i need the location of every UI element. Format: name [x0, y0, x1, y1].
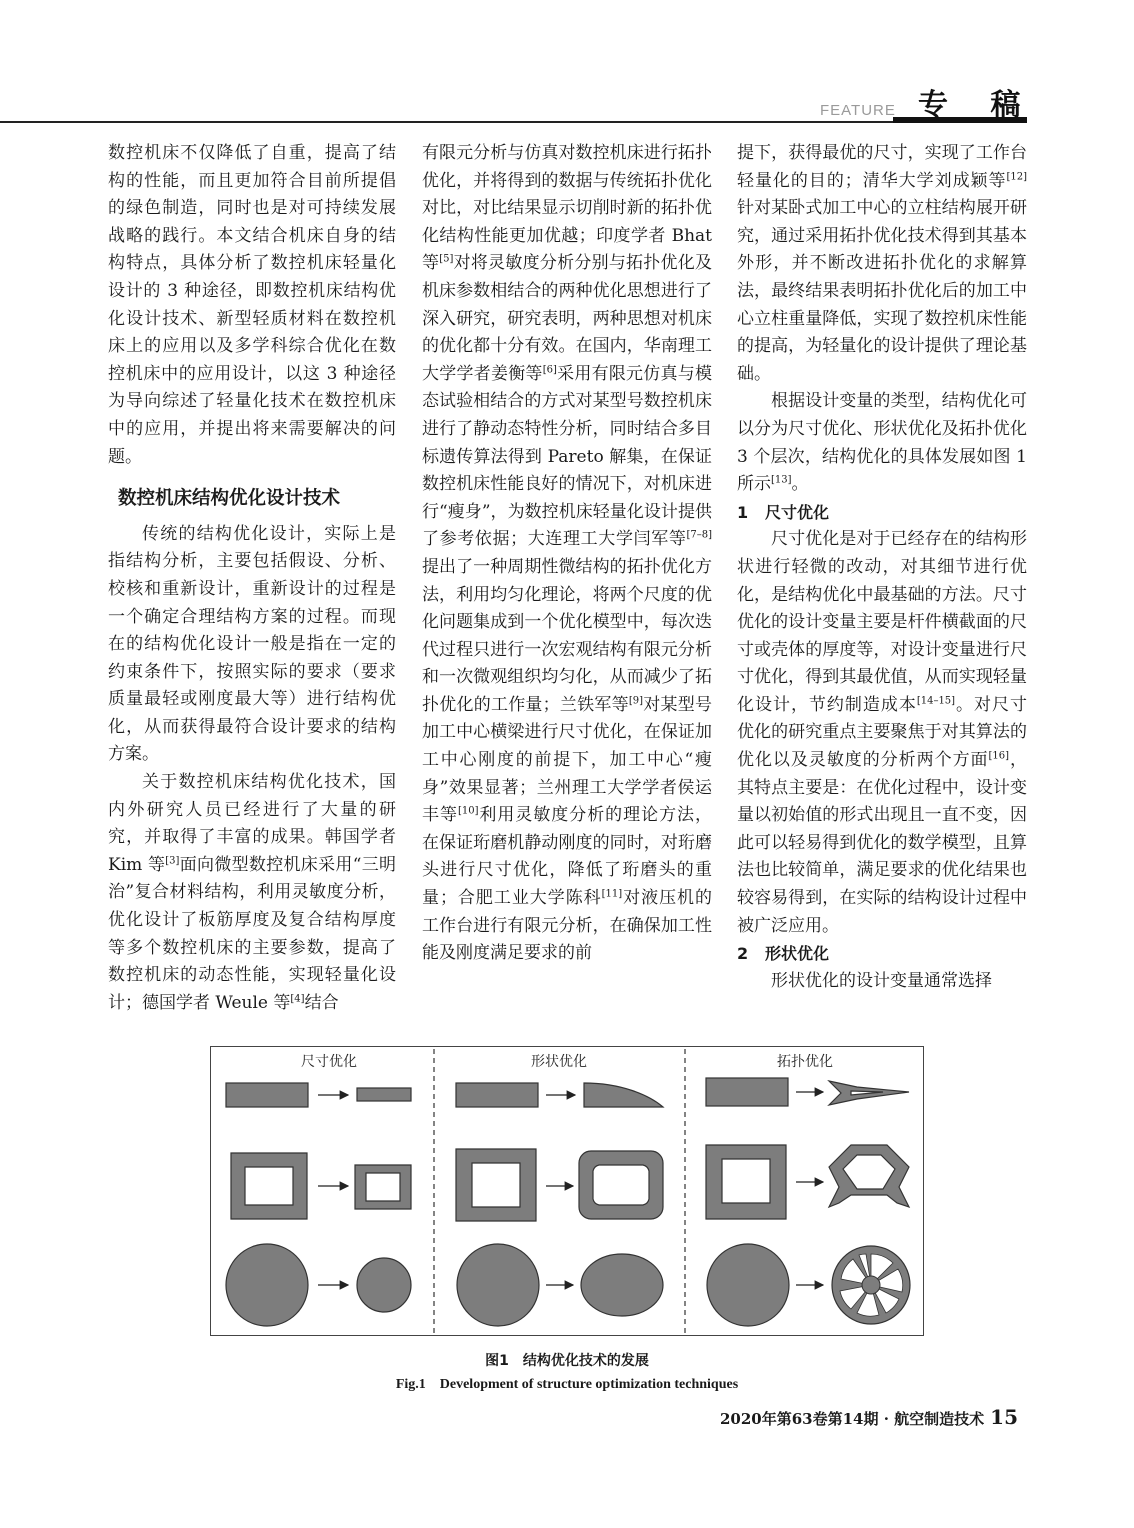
citation[interactable]: [9] — [628, 695, 644, 707]
citation[interactable]: [11] — [601, 888, 623, 900]
text-run: 尺寸优化是对于已经存在的结构形状进行轻微的改动，对其细节进行优化，是结构优化中最基础的方法。尺寸优化的设计变量主要是杆件横截面的尺寸或壳体的厚度等，对设计变量进行尺寸优化，得到其最优值，从而实现轻量化设计，节约制造成本 — [737, 529, 1027, 715]
citation[interactable]: [12] — [1006, 170, 1027, 182]
beam-original-shape — [226, 1083, 308, 1107]
figure-caption-zh: 图1 结构优化技术的发展 — [485, 1353, 649, 1369]
citation[interactable]: [7–8] — [686, 529, 712, 541]
paragraph: 数控机床不仅降低了自重，提高了结构的性能，而且更加符合目前所提倡的绿色制造，同时也是对可持续发展战略的践行。本文结合机床自身的结构特点，具体分析了数控机床轻量化设计的 3 种途径，即数控机床结构优化设计技术、新型轻质材料在数控机床上的应用以及多学科综合优化在数控机床中的应用设计，以这 3 种途径为导向综述了轻量化技术在数控机床中的应用，并提出将来需要解决的问题。 — [108, 143, 396, 467]
text-run: 利用灵敏度分析的理论方法，在保证珩磨机静动刚度的同时，对珩磨头进行尺寸优化，降低了珩磨头的重量；合肥工业大学陈科 — [422, 805, 713, 909]
paragraph — [737, 140, 1027, 388]
disc-original-shape — [457, 1244, 539, 1326]
text-run: 提下，获得最优的尺寸，实现了工作台轻量化的目的；清华大学刘成颖等 — [737, 143, 1027, 191]
subsection-number: 1 — [737, 502, 749, 522]
truss-topology-shape — [829, 1081, 909, 1105]
paragraph — [108, 769, 396, 1017]
subsection-heading — [737, 499, 1027, 527]
figure-1 — [210, 1046, 924, 1336]
text-column-1 — [108, 140, 396, 1017]
disc-original-shape — [226, 1244, 308, 1326]
text-run: 对某型号加工中心横梁进行尺寸优化，在保证加工中心刚度的前提下，加工中心“瘦身”效果显著；兰州理工大学学者侯运丰等 — [422, 694, 713, 826]
section-label-zh: 专 稿 — [918, 88, 1037, 123]
panel-title-shape: 形状优化 — [531, 1054, 587, 1070]
text-run: 对液压机的工作台进行有限元分析，在确保加工性能及刚度满足要求的前 — [422, 888, 713, 964]
wheel-hub-shape — [862, 1276, 880, 1294]
text-column-2 — [422, 140, 712, 968]
page-footer — [720, 1405, 1018, 1429]
text-run: 结合 — [304, 992, 339, 1013]
citation[interactable]: [13] — [771, 474, 792, 486]
citation[interactable]: [3] — [165, 855, 180, 867]
text-column-3 — [737, 140, 1027, 995]
frame-rounded-shape — [579, 1151, 663, 1219]
figure-graphic — [211, 1047, 923, 1335]
subsection-title: 尺寸优化 — [765, 502, 830, 522]
frame-topology-shape — [829, 1145, 909, 1207]
text-run: 。对尺寸优化的研究重点主要聚焦于对其算法的优化以及灵敏度的分析两个方面 — [737, 694, 1028, 771]
text-run: 有限元分析与仿真对数控机床进行拓扑优化，并将得到的数据与传统拓扑优化对比，对比结果显示切削时新的拓扑优化结构性能更加优越；印度学者 Bhat 等 — [422, 143, 712, 274]
paragraph — [422, 140, 712, 968]
journal-info: 2020年第63卷第14期 · 航空制造技术 — [720, 1410, 985, 1428]
beam-optimized-shape — [357, 1088, 411, 1101]
frame-original-shape — [231, 1153, 307, 1219]
subsection-number: 2 — [737, 944, 749, 964]
paragraph — [737, 388, 1027, 498]
disc-optimized-shape — [357, 1258, 411, 1312]
beam-original-shape — [706, 1078, 788, 1106]
beam-original-shape — [456, 1083, 538, 1107]
beam-curved-shape — [584, 1083, 663, 1107]
page-header — [0, 0, 1134, 130]
page-number: 15 — [990, 1405, 1019, 1429]
ellipse-optimized-shape — [581, 1254, 663, 1316]
text-run: 根据设计变量的类型，结构优化可以分为尺寸优化、形状优化及拓扑优化 3 个层次，结构优化的具体发展如图 1 所示 — [737, 391, 1027, 495]
section-heading: 数控机床结构优化设计技术 — [118, 488, 341, 510]
disc-original-shape — [707, 1244, 789, 1326]
panel-title-topology: 拓扑优化 — [777, 1054, 833, 1070]
frame-optimized-shape — [355, 1165, 411, 1209]
citation[interactable]: [5] — [439, 253, 454, 265]
text-run: 针对某卧式加工中心的立柱结构展开研究，通过采用拓扑优化技术得到其基本外形，并不断改进拓扑优化的求解算法，最终结果表明拓扑优化后的加工中心立柱重量降低，实现了数控机床性能的提高，为轻量化的设计提供了理论基础。 — [737, 198, 1027, 384]
paragraph: 传统的结构优化设计，实际上是指结构分析，主要包括假设、分析、校核和重新设计，重新设计的过程是一个确定合理结构方案的过程。而现在的结构优化设计一般是指在一定的约束条件下，按照实际的要求（要求质量最轻或刚度最大等）进行结构优化，从而获得最符合设计要求的结构方案。 — [108, 523, 396, 765]
text-run: 对将灵敏度分析分别与拓扑优化及机床参数相结合的两种优化思想进行了深入研究，研究表明，两种思想对机床的优化都十分有效。在国内，华南理工大学学者姜衡等 — [422, 253, 713, 384]
subsection-title: 形状优化 — [765, 944, 830, 964]
text-run: 采用有限元仿真与模态试验相结合的方式对某型号数控机床进行了静动态特性分析，同时结合多目标遗传算法得到 Pareto 解集，在保证数控机床性能良好的情况下，对机床进行“瘦身”，为数控机床轻量化设计提供了参考依据；大连理工大学闫军等 — [422, 363, 713, 550]
section-label-en: FEATURE — [820, 102, 896, 119]
panel-title-size: 尺寸优化 — [301, 1054, 357, 1070]
paragraph — [737, 526, 1027, 940]
header-rule — [0, 121, 1027, 123]
text-run: 面向微型数控机床采用“三明治”复合材料结构，利用灵敏度分析，优化设计了板筋厚度及复合结构厚度等多个数控机床的主要参数，提高了数控机床的动态性能，实现轻量化设计；德国学者 Weule 等 — [108, 854, 396, 1013]
text-run: 关于数控机床结构优化技术，国内外研究人员已经进行了大量的研究，并取得了丰富的成果。韩国学者 Kim 等 — [108, 772, 396, 875]
citation[interactable]: [6] — [542, 364, 557, 376]
citation[interactable]: [4] — [290, 993, 305, 1005]
figure-caption-en: Fig.1 Development of structure optimization techniques — [395, 1377, 739, 1392]
text-run: 提出了一种周期性微结构的拓扑优化方法，利用均匀化理论，将两个尺度的优化问题集成到一个优化模型中，每次迭代过程只进行一次宏观结构有限元分析和一次微观组织均匀化，从而减少了拓扑优化的工作量；兰铁军等 — [422, 556, 712, 715]
citation[interactable]: [10] — [457, 805, 479, 817]
citation[interactable]: [16] — [988, 750, 1010, 762]
frame-original-shape — [456, 1149, 536, 1221]
text-run: 。 — [791, 474, 809, 495]
subsection-heading — [737, 940, 1027, 968]
frame-original-shape — [706, 1145, 786, 1219]
text-run: ，其特点主要是：在优化过程中，设计变量以初始值的形式出现且一直不变，因此可以轻易得到优化的数学模型，且算法也比较简单，满足要求的优化结果也较容易得到，在实际的结构设计过程中被广泛应用。 — [737, 750, 1028, 936]
citation[interactable]: [14–15] — [916, 695, 956, 707]
paragraph: 形状优化的设计变量通常选择 — [771, 970, 992, 991]
